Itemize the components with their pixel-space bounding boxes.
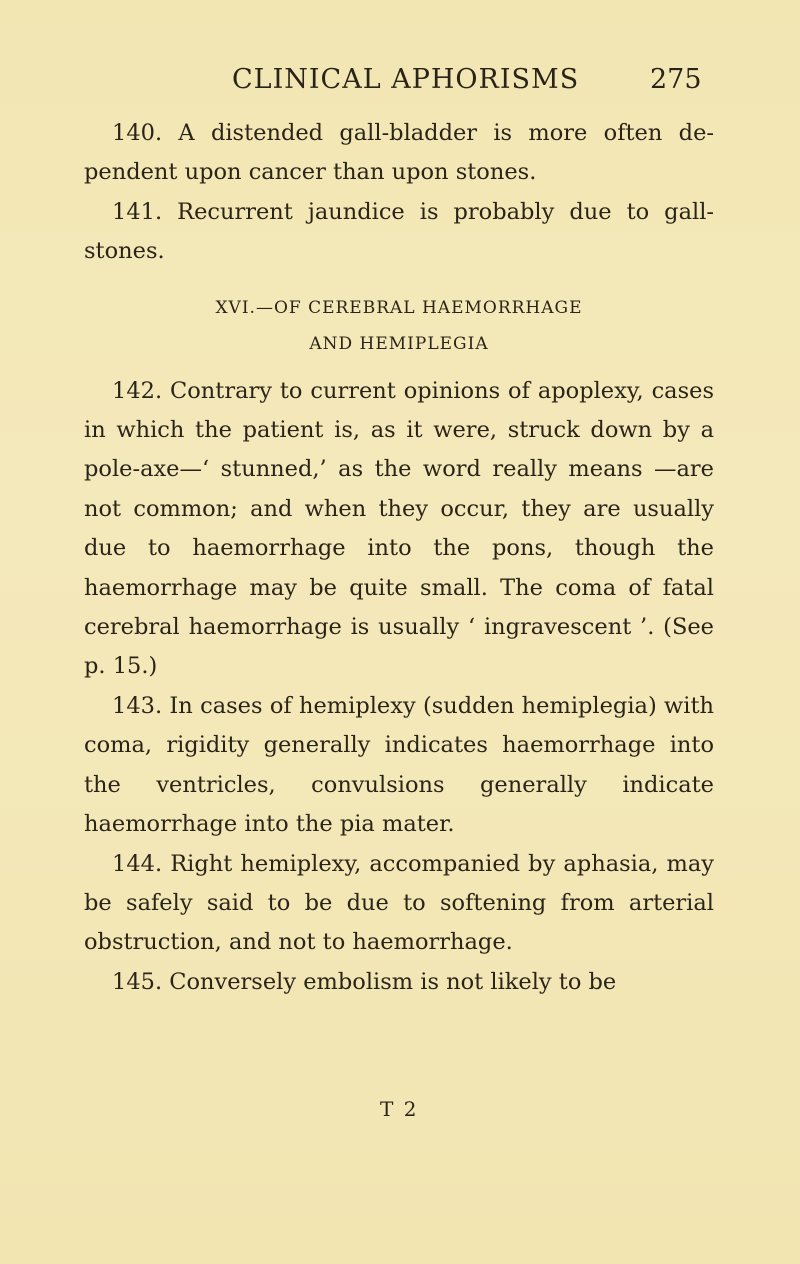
aphorism-number: 144. [112, 850, 163, 877]
aphorism-text: A distended gall-bladder is more often dependent upon cancer than upon stones. [84, 120, 714, 186]
aphorism-number: 140. [112, 120, 163, 146]
body-text [84, 114, 714, 1002]
section-heading-line-2: AND HEMIPLEGIA [309, 333, 489, 354]
aphorism-145 [84, 963, 714, 1002]
aphorism-text: Right hemiplexy, accompanied by aphasia, may be safely said to be due to softening from arterial obstruction, and not to haemorrhage. [84, 850, 715, 956]
aphorism-141 [84, 193, 714, 272]
section-gap [84, 362, 714, 372]
aphorism-text: In cases of hemiplexy (sudden hemiplegia) with coma, rigidity generally indicates haemorrhage into the ventricles, convulsions generally indicate haemorrhage into the pia mater. [84, 692, 715, 838]
aphorism-text: Contrary to current opinions of apoplexy, cases in which the patient is, as it were, struck down by a pole-axe—‘ stunned,’ as the word really means —are not common; and when they occur, they are usually due to haemorrhage into the pons, though the haemorrhage may be quite small. The coma of fatal cerebral haemorrhage is usually ‘ ingravescent ’. (See p. 15.) [84, 377, 714, 680]
aphorism-text: Recurrent jaundice is probably due to gallstones. [84, 198, 714, 265]
aphorism-number: 141. [112, 198, 163, 225]
running-head [0, 62, 800, 102]
aphorism-number: 145. [112, 968, 163, 995]
aphorism-140 [84, 114, 714, 193]
running-title: CLINICAL APHORISMS [232, 64, 580, 95]
aphorism-142 [84, 372, 714, 687]
aphorism-number: 142. [112, 377, 163, 404]
signature-mark: T 2 [380, 1097, 419, 1121]
aphorism-143 [84, 687, 714, 845]
aphorism-text: Conversely embolism is not likely to be [169, 968, 617, 995]
page-number: 275 [650, 64, 702, 95]
aphorism-144 [84, 845, 714, 963]
aphorism-number: 143. [112, 692, 163, 719]
section-heading-line-1: XVI.—OF CEREBRAL HAEMORRHAGE [215, 297, 583, 318]
